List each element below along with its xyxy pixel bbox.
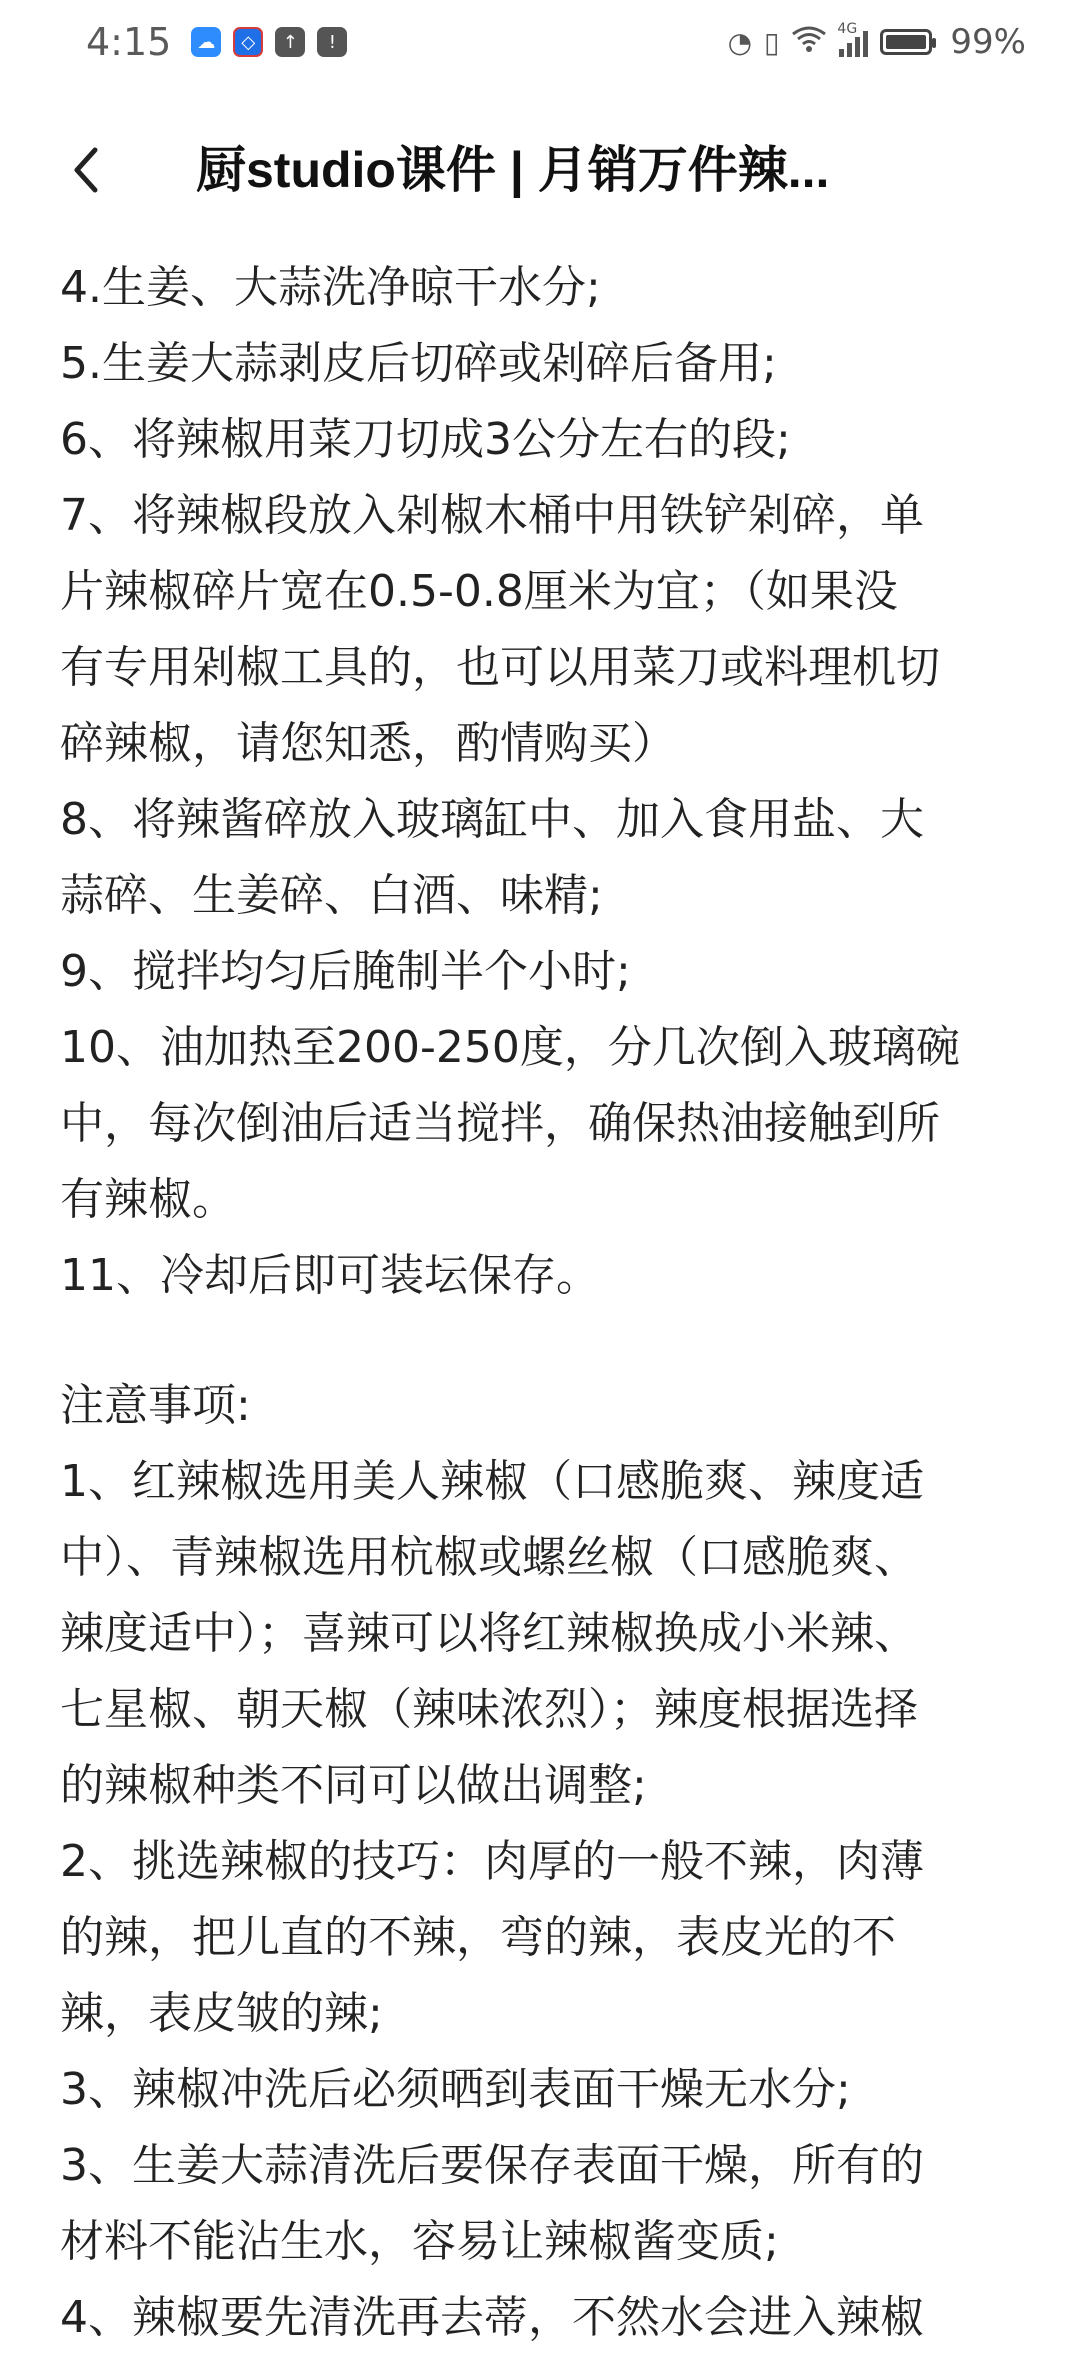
battery-icon xyxy=(880,29,932,55)
vibrate-icon: ▯ xyxy=(764,25,780,59)
text-line: 辣，表皮皱的辣; xyxy=(60,1988,383,2039)
upload-icon: ↑ xyxy=(275,27,305,57)
text-line: 材料不能沾生水，容易让辣椒酱变质; xyxy=(60,2216,779,2267)
status-left xyxy=(86,20,347,64)
text-line: 蒜碎、生姜碎、白酒、味精; xyxy=(60,870,603,921)
page-title: 厨studio课件 | 月销万件辣... xyxy=(196,142,830,198)
text-line: 4.生姜、大蒜洗净晾干水分; xyxy=(60,262,601,313)
weather-icon: ☁ xyxy=(191,27,221,57)
status-time: 4:15 xyxy=(86,20,172,64)
back-button[interactable] xyxy=(56,140,116,200)
text-line: 有专用剁椒工具的，也可以用菜刀或料理机切 xyxy=(60,642,940,693)
text-line: 的辣，把儿直的不辣，弯的辣，表皮光的不 xyxy=(60,1912,896,1963)
text-line: 1、红辣椒选用美人辣椒（口感脆爽、辣度适 xyxy=(60,1456,924,1507)
text-line: 4、辣椒要先清洗再去蒂，不然水会进入辣椒 xyxy=(60,2292,924,2343)
text-line: 3、生姜大蒜清洗后要保存表面干燥，所有的 xyxy=(60,2140,924,2191)
text-line: 5.生姜大蒜剥皮后切碎或剁碎后备用; xyxy=(60,338,777,389)
text-line: 10、油加热至200-250度，分几次倒入玻璃碗 xyxy=(60,1022,960,1073)
text-line: 的辣椒种类不同可以做出调整; xyxy=(60,1760,647,1811)
signal-icon xyxy=(837,21,868,57)
text-line: 辣度适中）；喜辣可以将红辣椒换成小米辣、 xyxy=(60,1608,918,1659)
text-line: 片辣椒碎片宽在0.5-0.8厘米为宜；（如果没 xyxy=(60,566,898,617)
chevron-left-icon xyxy=(71,146,101,194)
text-line: 6、将辣椒用菜刀切成3公分左右的段; xyxy=(60,414,791,465)
steps-section xyxy=(60,250,1040,1314)
text-line: 9、搅拌均匀后腌制半个小时; xyxy=(60,946,631,997)
alert-icon: ! xyxy=(317,27,347,57)
battery-fill xyxy=(886,35,926,49)
text-line: 7、将辣椒段放入剁椒木桶中用铁铲剁碎，单 xyxy=(60,490,924,541)
text-line: 有辣椒。 xyxy=(60,1174,236,1225)
notes-heading: 注意事项: xyxy=(60,1380,251,1431)
status-right xyxy=(728,22,1026,62)
header xyxy=(0,100,1080,240)
speed-gauge-icon: ◔ xyxy=(727,25,752,59)
text-line: 2、挑选辣椒的技巧：肉厚的一般不辣，肉薄 xyxy=(60,1836,924,1887)
notes-section xyxy=(60,1444,1040,2356)
text-line: 七星椒、朝天椒（辣味浓烈）；辣度根据选择 xyxy=(60,1684,918,1735)
text-line: 中，每次倒油后适当搅拌，确保热油接触到所 xyxy=(60,1098,940,1149)
wifi-icon xyxy=(791,25,827,60)
text-line: 3、辣椒冲洗后必须晒到表面干燥无水分; xyxy=(60,2064,851,2115)
status-bar xyxy=(0,0,1080,84)
text-line: 碎辣椒，请您知悉，酌情购买） xyxy=(60,718,676,769)
news-app-icon: ◇ xyxy=(233,27,263,57)
network-type-label: 4G xyxy=(837,21,858,37)
battery-percent: 99% xyxy=(950,22,1026,62)
text-line: 中）、青辣椒选用杭椒或螺丝椒（口感脆爽、 xyxy=(60,1532,918,1583)
blank-line xyxy=(60,1314,1040,1368)
text-line: 11、冷却后即可装坛保存。 xyxy=(60,1250,600,1301)
article-content xyxy=(60,250,1040,2356)
text-line: 8、将辣酱碎放入玻璃缸中、加入食用盐、大 xyxy=(60,794,924,845)
